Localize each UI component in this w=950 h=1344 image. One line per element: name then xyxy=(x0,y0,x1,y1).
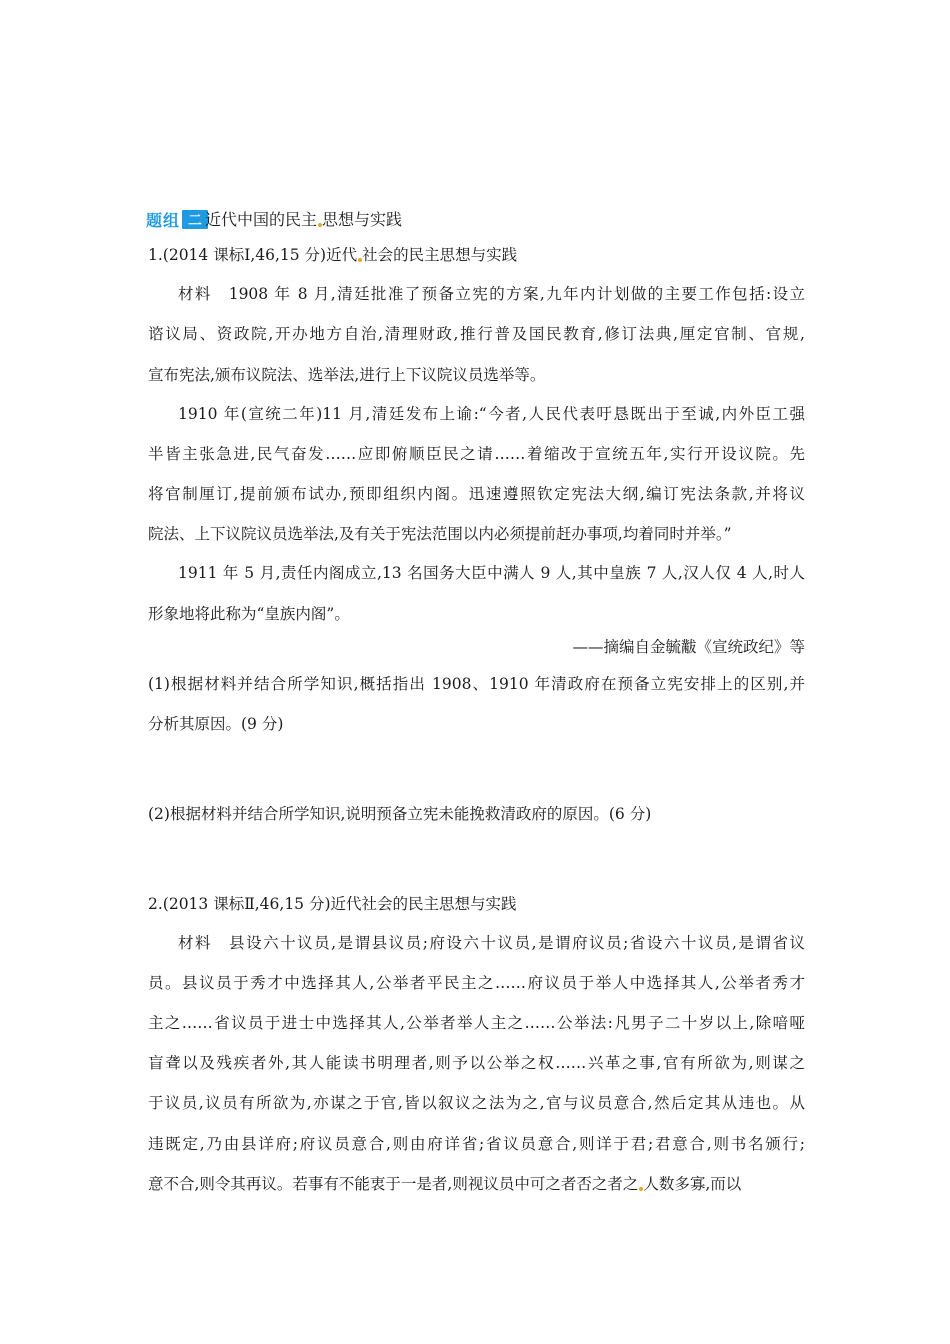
topic-badge xyxy=(146,209,208,230)
q2-material-line6: 违既定,乃由县详府;府议员意合,则由府详省;省议员意合,则详于君;君意合,则书名颁行; xyxy=(148,1135,805,1153)
q1-material-p1-line3: 宣布宪法,颁布议院法、选举法,进行上下议院议员选举等。 xyxy=(148,366,546,384)
q1-material-p3-line1: 1911 年 5 月,责任内阁成立,13 名国务大臣中满人 9 人,其中皇族 7 人,汉人仅 4 人,时人 xyxy=(178,564,805,582)
topic-title: 近代中国的民主 思想与实践 xyxy=(205,210,403,229)
q1-sub2: (2)根据材料并结合所学知识,说明预备立宪未能挽救清政府的原因。(6 分) xyxy=(148,805,652,823)
q2-heading: 2.(2013 课标Ⅱ,46,15 分)近代社会的民主思想与实践 xyxy=(148,895,517,913)
badge-number: 二 xyxy=(182,210,208,229)
q2-material-line5: 于议员,议员有所欲为,亦谋之于官,皆以叙议之法为之,官与议员意合,然后定其从违也。从 xyxy=(148,1094,805,1112)
dot-mark-icon xyxy=(318,223,322,227)
q2-material-line4: 盲聋以及残疾者外,其人能读书明理者,则予以公举之权……兴革之事,官有所欲为,则谋之 xyxy=(148,1054,805,1072)
q1-material-p2-line2: 半皆主张急进,民气奋发……应即俯顺臣民之请……着缩改于宣统五年,实行开设议院。先 xyxy=(148,445,805,463)
q2-material-line3: 主之……省议员于进士中选择其人,公举者举人主之……公举法:凡男子二十岁以上,除喑哑 xyxy=(148,1014,805,1032)
q1-sub1-line2: 分析其原因。(9 分) xyxy=(148,715,284,733)
q1-heading: 1.(2014 课标Ⅰ,46,15 分)近代 社会的民主思想与实践 xyxy=(148,246,518,264)
q2-material-line2: 员。县议员于秀才中选择其人,公举者平民主之……府议员于举人中选择其人,公举者秀才 xyxy=(148,974,805,992)
q1-sub1-line1: (1)根据材料并结合所学知识,概括指出 1908、1910 年清政府在预备立宪安排上的区别,并 xyxy=(148,675,805,693)
q1-material-p2-line4: 院法、上下议院议员选举法,及有关于宪法范围以内必须提前赶办事项,均着同时并举。” xyxy=(148,525,732,543)
badge-label: 题组 xyxy=(146,211,181,230)
q1-material-p2-line3: 将官制厘订,提前颁布试办,预即组织内阁。迅速遵照钦定宪法大纲,编订宪法条款,并将议 xyxy=(148,485,805,503)
q1-material-p1-line2: 谘议局、资政院,开办地方自治,清理财政,推行普及国民教育,修订法典,厘定官制、官规, xyxy=(148,325,805,343)
q1-source-citation: ——摘编自金毓黻《宣统政纪》等 xyxy=(572,638,805,656)
q2-material-line1: 材料 县设六十议员,是谓县议员;府设六十议员,是谓府议员;省设六十议员,是谓省议 xyxy=(178,934,805,952)
q1-material-p1-line1: 材料 1908 年 8 月,清廷批准了预备立宪的方案,九年内计划做的主要工作包括:设立 xyxy=(178,285,805,303)
q2-material-line7: 意不合,则令其再议。若事有不能衷于一是者,则视议员中可之者否之者之 人数多寡,而以 xyxy=(148,1175,742,1193)
q1-material-p2-line1: 1910 年(宣统二年)11 月,清廷发布上谕:“今者,人民代表吁恳既出于至诚,内外臣工强 xyxy=(178,405,805,423)
dot-mark-icon xyxy=(358,258,362,262)
q1-material-p3-line2: 形象地将此称为“皇族内阁”。 xyxy=(148,605,350,623)
